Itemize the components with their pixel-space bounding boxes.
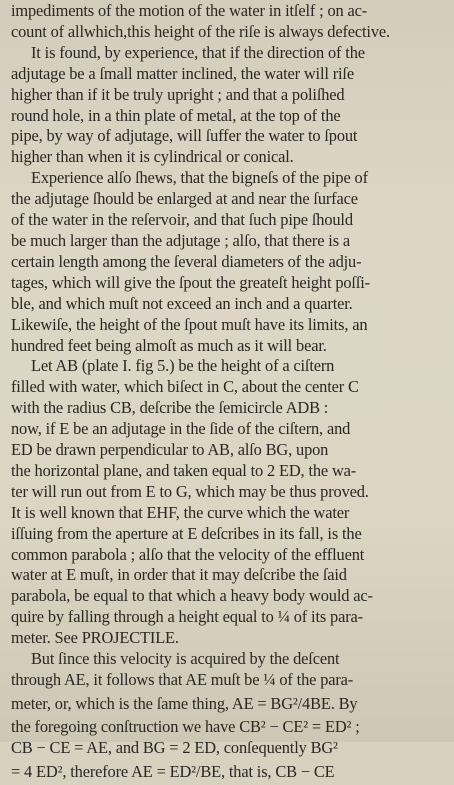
paragraph-1: [11, 1, 445, 43]
text-line: meter. See PROJECTILE.: [11, 628, 179, 648]
text-line: now, if E be an adjutage in the ſide of the ciſtern, and: [11, 419, 351, 439]
text-line: impediments of the motion of the water in itſelf ; on ac-: [11, 1, 368, 20]
text-line: = 4 ED², therefore AE = ED²/BE, that is, CB − CE: [11, 761, 335, 781]
paragraph-3: [11, 168, 445, 356]
text-line: the horizontal plane, and taken equal to 2 ED, the wa-: [11, 460, 357, 480]
text-line: Let AB (plate I. fig 5.) be the height of a ciſtern: [31, 356, 335, 376]
text-line: But ſince this velocity is acquired by the deſcent: [31, 649, 340, 669]
text-line: count of allwhich,this height of the riſe is always defective.: [11, 21, 390, 41]
text-line: CB − CE = AE, and BG = 2 ED, conſequently BG²: [11, 737, 338, 757]
text-line: be much larger than the adjutage ; alſo, that there is a: [11, 230, 351, 250]
text-line: filled with water, which biſect in C, about the center C: [11, 377, 359, 397]
text-line: the foregoing conſtruction we have CB² − CE² = ED² ;: [11, 716, 360, 736]
text-line: with the radius CB, deſcribe the ſemicircle ADB :: [11, 398, 329, 418]
text-line: tages, which will give the ſpout the greateſt height poſſi-: [11, 272, 370, 292]
text-line: higher than when it is cylindrical or conical.: [11, 147, 294, 167]
paragraph-2: [11, 43, 445, 168]
text-line: round hole, in a thin plate of metal, at the top of the: [11, 105, 341, 125]
text-line: quire by falling through a height equal to ¼ of its para-: [11, 607, 363, 627]
text-line: water at E muſt, in order that it may deſcribe the ſaid: [11, 565, 347, 585]
text-line: common parabola ; alſo that the velocity of the effluent: [11, 544, 365, 564]
text-line: of the water in the reſervoir, and that ſuch pipe ſhould: [11, 210, 353, 230]
text-line: certain length among the ſeveral diameters of the adju-: [11, 251, 362, 271]
text-line: the adjutage ſhould be enlarged at and near the ſurface: [11, 189, 358, 209]
text-line: through AE, it follows that AE muſt be ¼ of the para-: [11, 670, 354, 689]
text-line: It is found, by experience, that if the direction of the: [31, 42, 365, 62]
text-line: It is well known that EHF, the curve which the water: [11, 502, 350, 522]
text-line: ter will run out from E to G, which may be thus proved.: [11, 481, 369, 501]
text-line: Experience alſo ſhews, that the bigneſs of the pipe of: [31, 168, 368, 188]
text-line: iſſuing from the aperture at E deſcribes in its fall, is the: [11, 523, 362, 543]
text-line: pipe, by way of adjutage, will ſuffer the water to ſpout: [11, 126, 358, 146]
text-line: parabola, be equal to that which a heavy body would ac-: [11, 586, 373, 606]
paragraph-4: [11, 356, 445, 649]
text-line: Likewiſe, the height of the ſpout muſt have its limits, an: [11, 314, 368, 334]
paragraph-5: [11, 649, 445, 785]
text-line: higher than if it be truly upright ; and that a poliſhed: [11, 84, 345, 104]
text-line: ble, and which muſt not exceed an inch and a quarter.: [11, 293, 353, 313]
text-line: meter, or, which is the ſame thing, AE = BG²/4BE. By: [11, 693, 358, 713]
text-line: adjutage be a ſmall matter inclined, the water will riſe: [11, 63, 354, 83]
text-line: hundred feet being almoſt as much as it will bear.: [11, 335, 327, 355]
text-line: ED be drawn perpendicular to AB, alſo BG, upon: [11, 440, 329, 460]
